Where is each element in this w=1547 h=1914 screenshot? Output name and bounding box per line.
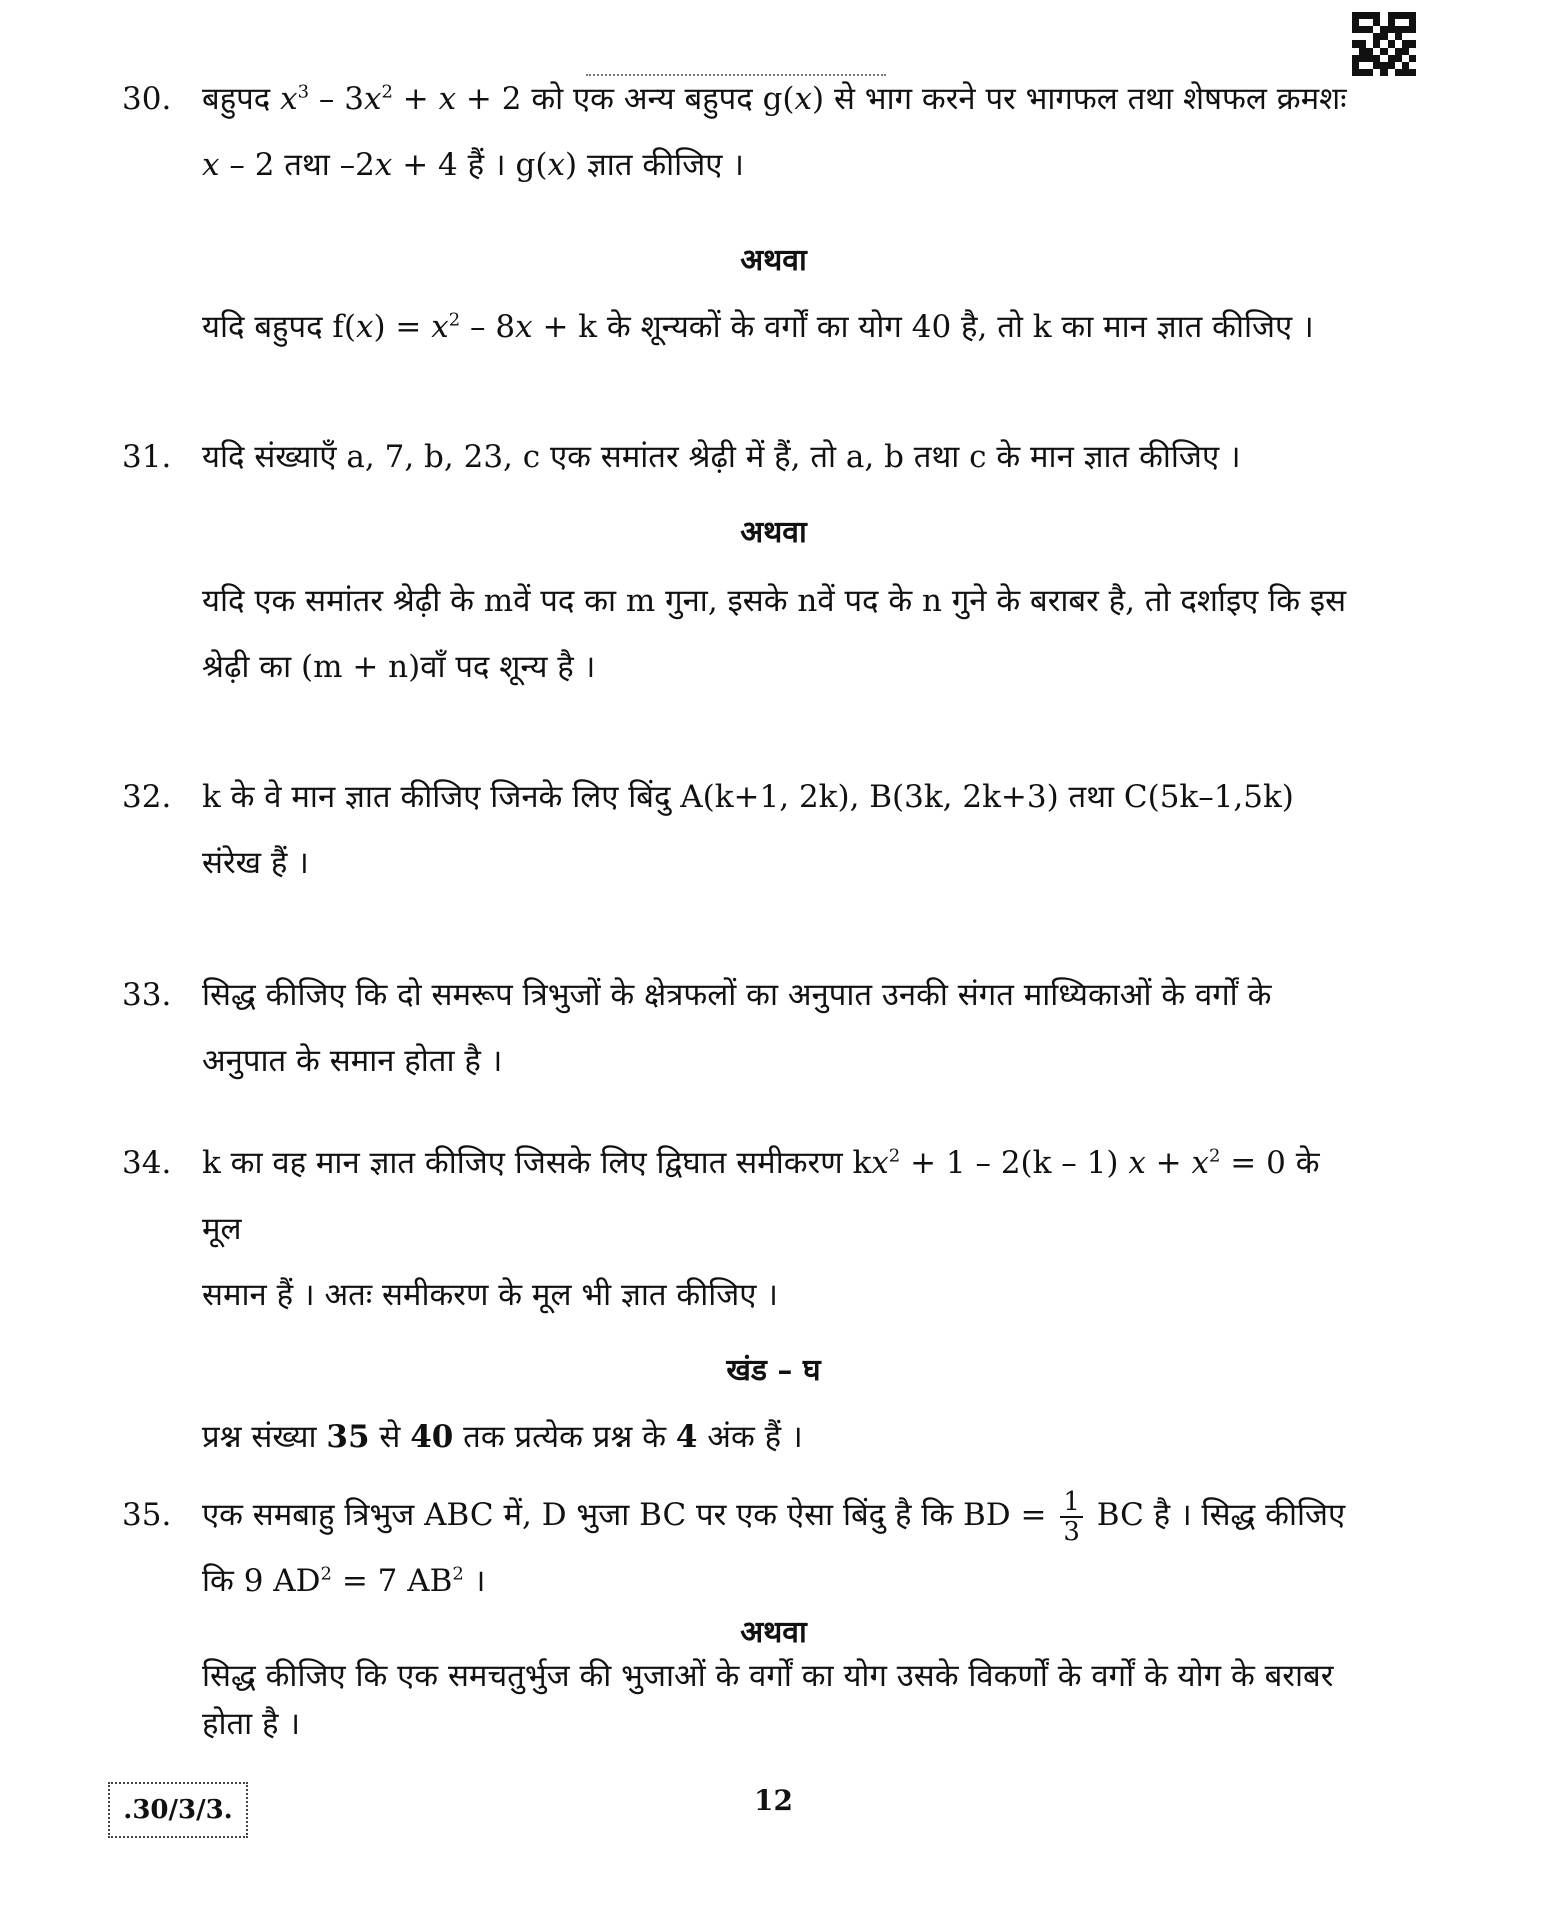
question-31 bbox=[122, 424, 1352, 490]
question-31-alternative: यदि एक समांतर श्रेढ़ी के mवें पद का m गुना, इसके nवें पद के n गुने के बराबर है, तो दर्शाइए कि इस श्रेढ़ी का (m + n)वाँ पद शून्य है । bbox=[202, 583, 1347, 685]
question-text: बहुपद $x^3 - 3x^2 + x + 2$ को एक अन्य बहुपद g(x) से भाग करने पर भागफल तथा शेषफल क्रमशः x – 2 तथा –2x + 4 हैं । g(x) ज्ञात कीजिए । bbox=[202, 81, 1347, 183]
question-30-alternative: यदि बहुपद $f(x) = x^2 - 8x + k$ के शून्यकों के वर्गों का योग 40 है, तो k का मान ज्ञात कीजिए । bbox=[202, 309, 1314, 345]
question-text: k का वह मान ज्ञात कीजिए जिसके लिए द्विघात समीकरण $kx^2 + 1 - 2(k - 1) x + x^2 = 0$ के मूल समान हैं । अतः समीकरण के मूल भी ज्ञात कीजिए । bbox=[202, 1145, 1320, 1313]
or-heading: अथवा bbox=[740, 243, 807, 278]
section-instructions: प्रश्न संख्या 35 से 40 तक प्रत्येक प्रश्न के 4 अंक हैं । bbox=[202, 1419, 803, 1455]
question-35-alternative: सिद्ध कीजिए कि एक समचतुर्भुज की भुजाओं के वर्गों का योग उसके विकर्णों के वर्गों के योग के बराबर होता है । bbox=[202, 1658, 1334, 1742]
question-text: एक समबाहु त्रिभुज ABC में, D भुजा BC पर एक ऐसा बिंदु है कि BD = $\frac{1}{3}$ BC है । सिद्ध कीजिए कि 9 $AD^2 = 7$ $AB^2$ । bbox=[202, 1486, 1346, 1599]
or-heading: अथवा bbox=[740, 1615, 807, 1650]
question-text: k के वे मान ज्ञात कीजिए जिनके लिए बिंदु A(k+1, 2k), B(3k, 2k+3) तथा C(5k–1,5k) संरेख हैं । bbox=[202, 779, 1294, 881]
paper-code: .30/3/3. bbox=[108, 1782, 248, 1838]
or-heading: अथवा bbox=[740, 515, 807, 550]
page-number: 12 bbox=[754, 1784, 793, 1817]
qr-code-icon bbox=[1352, 12, 1416, 76]
question-number: 35. bbox=[122, 1497, 172, 1533]
question-text: सिद्ध कीजिए कि दो समरूप त्रिभुजों के क्षेत्रफलों का अनुपात उनकी संगत माध्यिकाओं के वर्गों के अनुपात के समान होता है । bbox=[202, 977, 1272, 1079]
question-33 bbox=[122, 962, 1352, 1094]
question-number: 31. bbox=[122, 439, 172, 475]
question-35 bbox=[122, 1482, 1352, 1614]
question-text: यदि संख्याएँ a, 7, b, 23, c एक समांतर श्रेढ़ी में हैं, तो a, b तथा c के मान ज्ञात कीजिए । bbox=[202, 439, 1241, 475]
question-32 bbox=[122, 764, 1352, 896]
question-number: 32. bbox=[122, 779, 172, 815]
question-number: 33. bbox=[122, 977, 172, 1013]
section-title: खंड – घ bbox=[726, 1353, 821, 1388]
question-34 bbox=[122, 1130, 1352, 1328]
question-30 bbox=[122, 66, 1352, 198]
question-number: 30. bbox=[122, 81, 172, 117]
question-number: 34. bbox=[122, 1145, 172, 1181]
fraction: $\frac{1}{3}$ bbox=[1060, 1488, 1083, 1546]
